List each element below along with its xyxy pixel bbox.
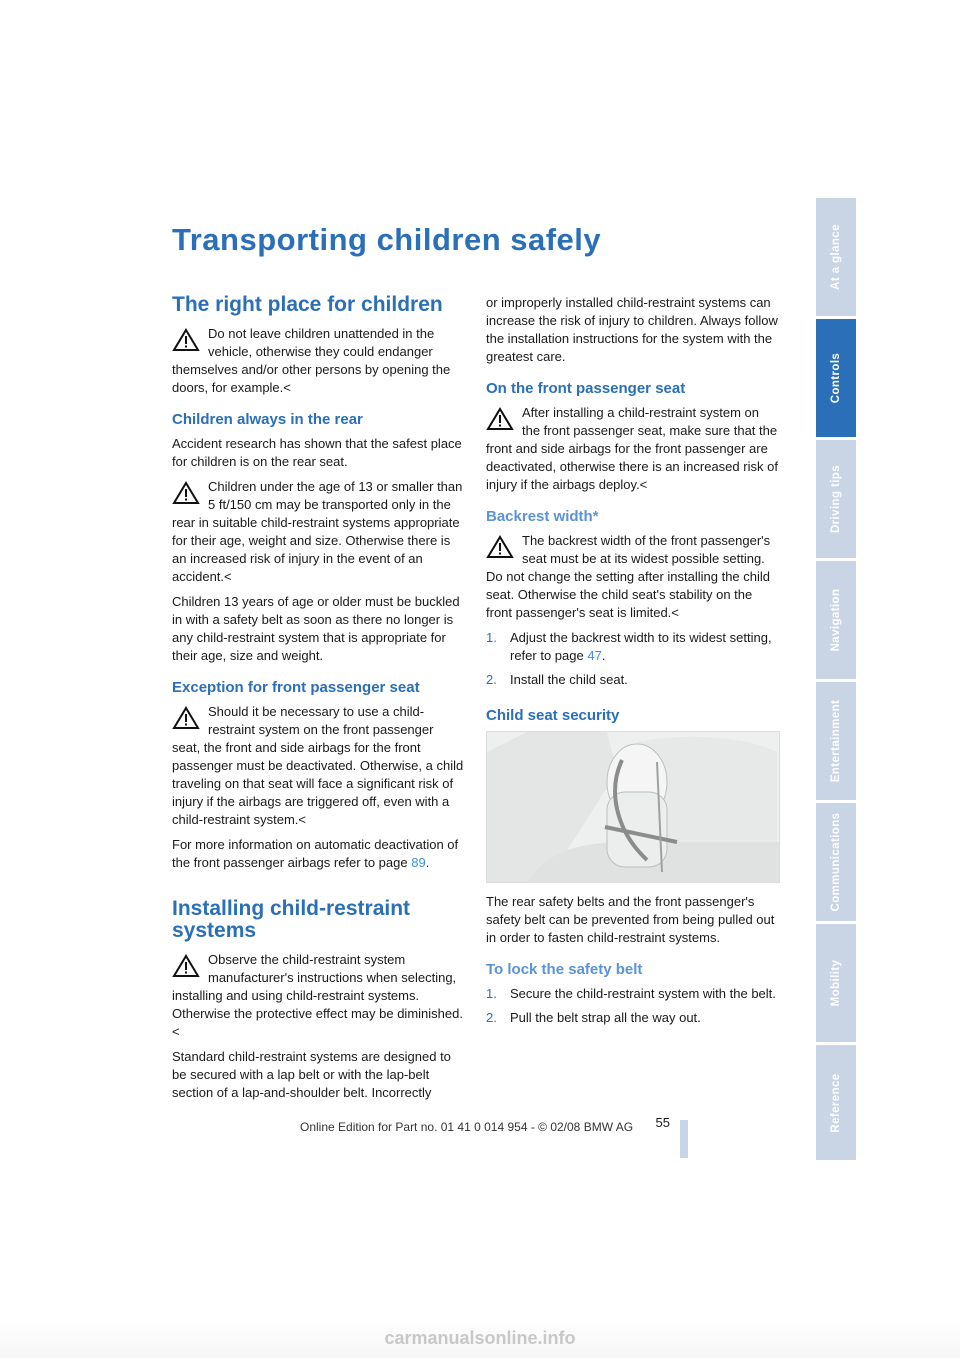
page-number-bar [680, 1120, 688, 1158]
watermark: carmanualsonline.info [0, 1318, 960, 1358]
heading-children-rear: Children always in the rear [172, 411, 363, 428]
paragraph-rear-belts: The rear safety belts and the front passenger's safety belt can be prevented from being pulled out in order to fasten child-restraint systems. [486, 894, 775, 945]
heading-exception: Exception for front passenger seat [172, 679, 420, 696]
tab-at-a-glance[interactable]: At a glance [816, 198, 856, 316]
heading-backrest: Backrest width* [486, 508, 599, 525]
warning-triangle-icon [486, 535, 514, 559]
heading-front-seat: On the front passenger seat [486, 380, 686, 397]
tab-controls[interactable]: Controls [816, 319, 856, 437]
page-number: 55 [655, 1115, 670, 1130]
paragraph-more-info: For more information on automatic deactivation of the front passenger airbags refer to page 89. [172, 837, 459, 870]
list-item: 2. Pull the belt strap all the way out. [486, 1010, 701, 1025]
tab-navigation[interactable]: Navigation [816, 561, 856, 679]
chapter-sidebar [816, 198, 856, 1160]
warning-paragraph: Should it be necessary to use a child-restraint system on the front passenger seat, the front and side airbags for the front passenger must be deactivated. Otherwise, a child traveling on that seat will face a significant risk of injury if the airbags are triggered off, even with a child-restraint system.< [172, 704, 464, 827]
tab-driving-tips[interactable]: Driving tips [816, 440, 856, 558]
left-column [172, 294, 464, 1109]
warning-paragraph: After installing a child-restraint system on the front passenger seat, make sure that the front and side airbags for the front passenger are deactivated, otherwise there is an increased risk of injury if the airbags deploy.< [486, 405, 778, 492]
page-title: Transporting children safely [172, 222, 602, 257]
footer-edition: Online Edition for Part no. 01 41 0 014 954 - © 02/08 BMW AG [300, 1120, 634, 1134]
warning-paragraph: Do not leave children unattended in the vehicle, otherwise they could endanger themselves and/or other persons by opening the doors, for example.< [172, 326, 451, 395]
heading-security: Child seat security [486, 707, 620, 724]
warning-triangle-icon [172, 328, 200, 352]
child-seat-illustration [486, 731, 780, 883]
paragraph-13-years: Children 13 years of age or older must be buckled in with a safety belt as soon as there no longer is any child-restraint system that is appropriate for their age, size and weight. [172, 594, 460, 663]
warning-triangle-icon [172, 706, 200, 730]
warning-triangle-icon [172, 481, 200, 505]
paragraph-standard: Standard child-restraint systems are designed to be secured with a lap belt or with the lap-belt section of a lap-and-shoulder belt. Incorrectly [172, 1049, 451, 1100]
paragraph-continued: or improperly installed child-restraint systems can increase the risk of injury to children. Always follow the installation instructions for the system with the greatest care. [486, 295, 778, 364]
list-item: 1. Adjust the backrest width to its widest setting, refer to page 47. [486, 630, 772, 663]
list-item: 2. Install the child seat. [486, 672, 628, 687]
tab-entertainment[interactable]: Entertainment [816, 682, 856, 800]
paragraph-research: Accident research has shown that the safest place for children is on the rear seat. [172, 436, 462, 469]
tab-communications[interactable]: Communications [816, 803, 856, 921]
tab-reference[interactable]: Reference [816, 1045, 856, 1160]
list-item: 1. Secure the child-restraint system with the belt. [486, 986, 776, 1001]
heading-right-place: The right place for children [172, 293, 443, 316]
heading-installing: Installing child-restraint systems [172, 897, 411, 942]
warning-paragraph: Observe the child-restraint system manufacturer's instructions when selecting, installing and using child-restraint systems. Otherwise the protective effect may be diminished. < [172, 952, 463, 1039]
tab-mobility[interactable]: Mobility [816, 924, 856, 1042]
warning-paragraph: The backrest width of the front passenger's seat must be at its widest possible setting. Do not change the setting after installing the child seat. Otherwise the child seat's stability on the front passenger's seat is limited.< [486, 533, 771, 620]
page-link-47[interactable]: 47 [587, 648, 602, 663]
warning-triangle-icon [172, 954, 200, 978]
page-link-89[interactable]: 89 [411, 855, 426, 870]
warning-paragraph: Children under the age of 13 or smaller than 5 ft/150 cm may be transported only in the rear in suitable child-restraint systems appropriate for their age, weight and size. Otherwise there is an increased risk of injury in the event of an accident.< [172, 479, 463, 584]
warning-triangle-icon [486, 407, 514, 431]
heading-lock-belt: To lock the safety belt [486, 961, 643, 978]
right-column [486, 294, 778, 1033]
